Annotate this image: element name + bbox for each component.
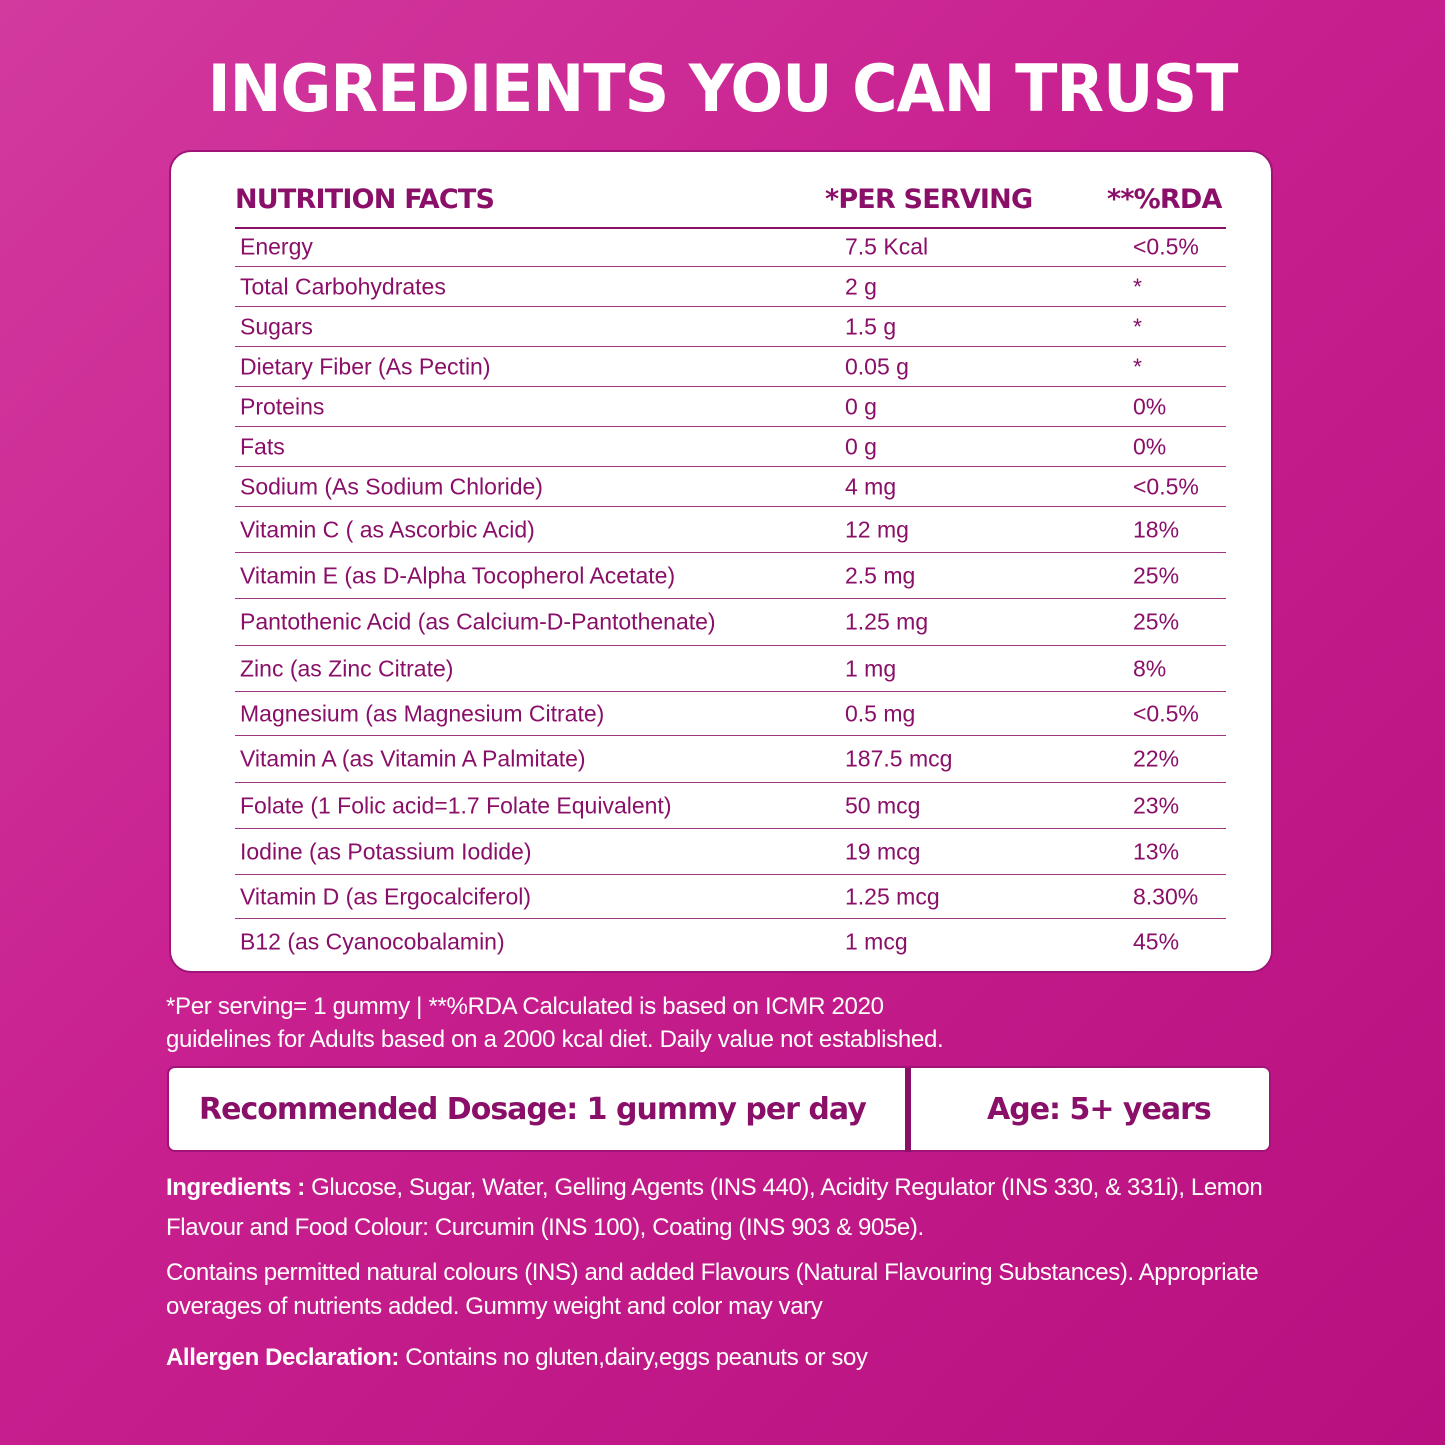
nutrient-name: Pantothenic Acid (as Calcium-D-Pantothenate): [240, 608, 716, 635]
dosage-divider: [905, 1068, 911, 1152]
nutrient-name: Vitamin D (as Ergocalciferol): [240, 883, 532, 909]
rda-value: <0.5%: [1133, 700, 1199, 726]
nutrient-name: Total Carbohydrates: [240, 273, 446, 299]
nutrient-name: B12 (as Cyanocobalamin): [240, 928, 505, 954]
table-row: [235, 828, 1226, 874]
rda-value: 18%: [1133, 516, 1180, 542]
allergen-paragraph: [166, 1338, 1286, 1378]
header-rda: **%RDA: [1107, 184, 1222, 215]
nutrient-name: Magnesium (as Magnesium Citrate): [240, 700, 605, 726]
rda-value: <0.5%: [1133, 473, 1199, 499]
rda-value: *: [1133, 353, 1142, 379]
ingredients-label: Ingredients :: [166, 1174, 305, 1201]
dosage-box: [167, 1066, 1271, 1152]
nutrient-name: Vitamin A (as Vitamin A Palmitate): [240, 745, 586, 772]
ingredients-text: Glucose, Sugar, Water, Gelling Agents (INS 440), Acidity Regulator (INS 330, & 331i), Lemon Flavour and Food Colour: Curcumin (INS 100), Coating (INS 903 & 905e).: [166, 1174, 1263, 1241]
nutrient-name: Energy: [240, 233, 313, 260]
table-row: [235, 386, 1226, 426]
allergen-label: Allergen Declaration:: [166, 1344, 399, 1371]
nutrient-name: Sodium (As Sodium Chloride): [240, 473, 543, 499]
footnote-line-1: *Per serving= 1 gummy | **%RDA Calculated is based on ICMR 2020: [166, 993, 884, 1020]
rda-value: *: [1133, 313, 1142, 339]
table-row: [235, 346, 1226, 386]
per-serving-value: 2.5 mg: [845, 562, 916, 588]
table-row: [235, 645, 1226, 691]
rda-value: 45%: [1133, 928, 1180, 954]
table-row: [235, 426, 1226, 466]
per-serving-value: 187.5 mcg: [845, 745, 953, 772]
rda-value: 25%: [1133, 562, 1180, 588]
allergen-text: Contains no gluten,dairy,eggs peanuts or soy: [399, 1344, 868, 1371]
per-serving-value: 0 g: [845, 393, 877, 419]
table-header: [235, 178, 1226, 226]
per-serving-value: 19 mcg: [845, 838, 921, 864]
per-serving-value: 1 mcg: [845, 928, 908, 954]
table-row: [235, 874, 1226, 918]
rda-value: 23%: [1133, 792, 1180, 818]
per-serving-value: 50 mcg: [845, 792, 921, 818]
per-serving-value: 1.5 g: [845, 313, 897, 339]
table-row: [235, 735, 1226, 782]
per-serving-value: 0.05 g: [845, 353, 909, 379]
rda-value: 0%: [1133, 393, 1167, 419]
nutrient-name: Iodine (as Potassium Iodide): [240, 838, 532, 864]
recommended-dosage: Recommended Dosage: 1 gummy per day: [199, 1092, 866, 1127]
nutrition-table-body: [235, 228, 1226, 964]
rda-value: 0%: [1133, 433, 1167, 459]
contains-paragraph: Contains permitted natural colours (INS) and added Flavours (Natural Flavouring Substances). Appropriate overages of nutrients added. Gummy weight and color may vary: [166, 1259, 1259, 1320]
per-serving-value: 12 mg: [845, 516, 909, 542]
table-row: [235, 466, 1226, 506]
nutrient-name: Vitamin E (as D-Alpha Tocopherol Acetate): [240, 562, 676, 588]
nutrient-name: Folate (1 Folic acid=1.7 Folate Equivalent): [240, 792, 672, 818]
per-serving-value: 1 mg: [845, 655, 897, 681]
per-serving-value: 1.25 mcg: [845, 883, 940, 909]
table-row: [235, 918, 1226, 964]
nutrition-facts-card: [169, 150, 1273, 973]
table-row: [235, 552, 1226, 598]
rda-value: 8%: [1133, 655, 1167, 681]
table-row: [235, 598, 1226, 645]
rda-value: 25%: [1133, 608, 1180, 635]
nutrient-name: Zinc (as Zinc Citrate): [240, 655, 454, 681]
rda-value: *: [1133, 273, 1142, 299]
table-row: [235, 228, 1226, 266]
per-serving-value: 0 g: [845, 433, 877, 459]
table-row: [235, 506, 1226, 552]
per-serving-value: 1.25 mg: [845, 608, 929, 635]
age-label: Age: 5+ years: [987, 1092, 1211, 1127]
nutrient-name: Sugars: [240, 313, 313, 339]
rda-value: 22%: [1133, 745, 1180, 772]
per-serving-value: 4 mg: [845, 473, 897, 499]
per-serving-value: 7.5 Kcal: [845, 233, 929, 260]
header-per-serving: *PER SERVING: [825, 184, 1033, 215]
footnote-line-2: guidelines for Adults based on a 2000 kcal diet. Daily value not established.: [166, 1026, 944, 1053]
ingredients-paragraph: [166, 1168, 1286, 1248]
serving-footnote: [166, 990, 1266, 1056]
table-row: [235, 782, 1226, 828]
per-serving-value: 0.5 mg: [845, 700, 916, 726]
table-row: [235, 306, 1226, 346]
table-row: [235, 691, 1226, 735]
nutrient-name: Proteins: [240, 393, 325, 419]
header-nutrition-facts: NUTRITION FACTS: [235, 184, 495, 215]
per-serving-value: 2 g: [845, 273, 877, 299]
rda-value: 13%: [1133, 838, 1180, 864]
nutrient-name: Dietary Fiber (As Pectin): [240, 353, 491, 379]
nutrient-name: Fats: [240, 433, 285, 459]
page-title: INGREDIENTS YOU CAN TRUST: [207, 50, 1238, 127]
rda-value: 8.30%: [1133, 883, 1199, 909]
rda-value: <0.5%: [1133, 233, 1199, 260]
table-row: [235, 266, 1226, 306]
nutrient-name: Vitamin C ( as Ascorbic Acid): [240, 516, 535, 542]
